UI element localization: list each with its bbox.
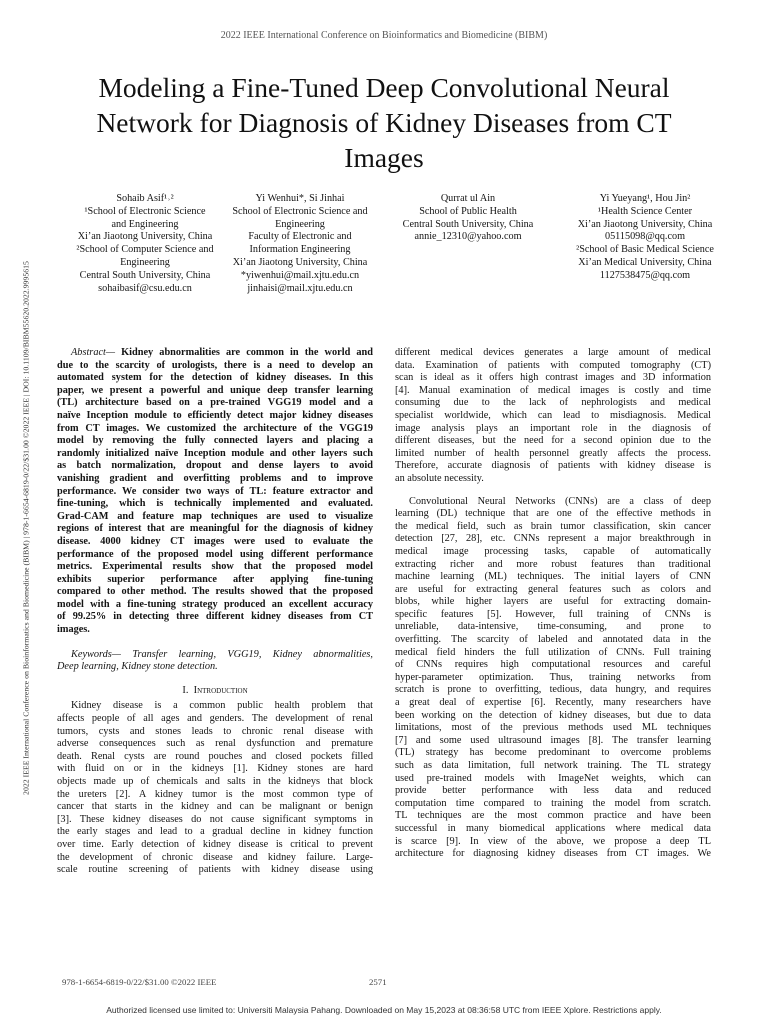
- body-line: provide better performance with less data and reduced: [395, 785, 711, 797]
- body-line: specialist worldwide, which can lead to misdiagnosis. Medical: [395, 409, 711, 421]
- keywords-line: Deep learning, Kidney stone detection.: [57, 661, 218, 673]
- author-line: Yi Yueyang¹, Hou Jin²: [599, 193, 691, 204]
- body-line: is scarce [9]. In view of the above, we propose a deep TL: [395, 835, 711, 847]
- author-block-1: [50, 193, 240, 295]
- author-line: School of Public Health: [419, 205, 517, 217]
- cnn-paragraph: [395, 496, 711, 861]
- body-line: Therefore, accurate diagnosis of patients with kidney disease is: [395, 460, 711, 472]
- left-column: [57, 347, 373, 877]
- intro-paragraph: [57, 700, 373, 876]
- body-line: hyper-parameter optimization. Thus, training networks from: [395, 671, 711, 683]
- author-block-4: [555, 193, 735, 283]
- doi-sidebar-text: 2022 IEEE International Conference on Bioinformatics and Biomedicine (BIBM) | 978-1-6654-6819-0/22/$31.00 ©2022 IEEE | DOI: 10.1109/BIBM55620.2022.9995615: [21, 260, 31, 795]
- abstract-text: Kidney abnormalities are common in the world and: [121, 347, 373, 358]
- author-line: Engineering: [275, 218, 325, 230]
- author-line: and Engineering: [111, 218, 179, 230]
- abstract-line: from CT images. We customized the architecture of the VGG19: [57, 422, 373, 434]
- paper-title: [50, 70, 718, 175]
- body-line: TL techniques are the most common practice and have been: [395, 810, 711, 822]
- author-line: Engineering: [120, 256, 170, 268]
- body-line: used pre-trained models with ImageNet weights, which can: [395, 772, 711, 784]
- body-line: are useful for extracting general features such as colors and: [395, 583, 711, 595]
- body-line: Convolutional Neural Networks (CNNs) are a class of deep: [409, 495, 711, 507]
- abstract-line: vanishing gradient and overfitting problems and to improve: [57, 472, 373, 484]
- title-line: Modeling a Fine-Tuned Deep Convolutional Neural: [98, 72, 670, 103]
- body-line: the medical field, such as brain tumor classification, skin cancer: [395, 520, 711, 532]
- author-block-3: [383, 193, 553, 244]
- abstract-line: performance of the proposed model using different performance: [57, 548, 373, 560]
- abstract-line: fine-tuning, which is technically implemented and evaluated.: [57, 498, 373, 510]
- body-line: overfitting. The scarcity of labeled and annotated data in the: [395, 634, 711, 646]
- author-line: Xi’an Jiaotong University, China: [77, 231, 213, 243]
- body-line: with fluid on or in the kidneys [1]. Kidney stones are hard: [57, 763, 373, 775]
- abstract-line: (TL) architecture based on a pre-trained VGG19 model and a: [57, 397, 373, 409]
- body-line: an absolute necessity.: [395, 472, 484, 484]
- body-line: successful in many biomedical applications where medical data: [395, 822, 711, 834]
- right-column: [395, 347, 711, 861]
- body-line: computation time compared to training the model from scratch.: [395, 797, 711, 809]
- author-line: Yi Wenhui*, Si Jinhai: [255, 193, 345, 204]
- body-line: (TL) strategy has become predominant to overcome problems: [395, 747, 711, 759]
- abstract-line: as batch normalization, dropout and dense layers to avoid: [57, 460, 373, 472]
- author-line: Information Engineering: [249, 244, 351, 256]
- abstract-line: metrics. Experimental results show that the proposed model: [57, 561, 373, 573]
- body-line: machine learning (ML) techniques. The initial layers of CNN: [395, 571, 711, 583]
- body-line: cancer that starts in the kidney and can be malignant or benign: [57, 801, 373, 813]
- body-line: the development of chronic disease and kidney failure. Large-: [57, 851, 373, 863]
- body-line: learning (DL) technique that are one of the effective methods in: [395, 508, 711, 520]
- abstract-line: automated system for the detection of kidney diseases. In this: [57, 372, 373, 384]
- body-line: data. Examination of patients with computed tomography (CT): [395, 359, 711, 371]
- body-line: consuming due to the lack of nephrologists and medical: [395, 397, 711, 409]
- author-line: Central South University, China: [79, 269, 211, 281]
- author-line: Xi’an Jiaotong University, China: [232, 256, 368, 268]
- keywords: [57, 649, 373, 674]
- author-line: School of Electronic Science and: [232, 205, 368, 217]
- author-line: Qurrat ul Ain: [440, 193, 496, 204]
- author-email: annie_12310@yahoo.com: [414, 231, 522, 243]
- body-line: objects made up of chemicals and salts in the kidneys that block: [57, 776, 373, 787]
- footer-isbn: 978-1-6654-6819-0/22/$31.00 ©2022 IEEE: [62, 977, 217, 987]
- title-line: Images: [344, 142, 424, 173]
- body-line: a great deal of expertise [6]. Recently, many researchers have: [395, 697, 711, 709]
- abstract-line: Grad-CAM and feature map techniques are used to visualize: [57, 510, 373, 522]
- author-line: ¹School of Electronic Science: [84, 205, 206, 217]
- body-line: been working on the detection of kidney diseases, but due to data: [395, 709, 711, 721]
- keywords-text: Transfer learning, VGG19, Kidney abnormalities,: [132, 648, 374, 660]
- author-line: Faculty of Electronic and: [248, 231, 352, 243]
- body-line: extracting richer and more robust features than traditional: [395, 558, 711, 570]
- body-line: the early stages and lead to a gradual decline in kidney function: [57, 826, 373, 838]
- author-email: *yiwenhui@mail.xjtu.edu.cn: [240, 269, 360, 281]
- abstract: [57, 347, 373, 637]
- abstract-line: randomly initialized naïve Inception module and other layers such: [57, 447, 373, 459]
- abstract-line: regions of interest that are meaningful for the diagnosis of kidney: [57, 523, 373, 535]
- author-line: Sohaib Asif¹˒²: [116, 193, 174, 204]
- body-line: medical field hinders the full utilization of CNNs. Full training: [395, 646, 711, 658]
- body-line: blobs, while higher layers are useful for extracting domain-: [395, 596, 711, 608]
- abstract-line: images.: [57, 624, 90, 636]
- keywords-line: [57, 649, 373, 662]
- body-line: the ureters [2]. A kidney tumor is the most common type of: [57, 788, 373, 800]
- author-email: 1127538475@qq.com: [599, 269, 691, 281]
- author-line: ¹Health Science Center: [597, 205, 693, 217]
- license-notice: Authorized licensed use limited to: Universiti Malaysia Pahang. Downloaded on May 15,2023 at 08:36:58 UTC from IEEE Xplore. Restrictions apply.: [106, 1005, 662, 1015]
- author-line: ²School of Computer Science and: [76, 244, 214, 256]
- author-email: jinhaisi@mail.xjtu.edu.cn: [247, 282, 353, 294]
- body-line: affects people of all ages and genders. The development of renal: [57, 713, 373, 725]
- body-line: image analysis plays an important role in the diagnosis of: [395, 422, 711, 434]
- body-line: death. Renal cysts are round pouches and closed pockets filled: [57, 750, 373, 762]
- body-line: limited number of health personnel greatly affects the process.: [395, 447, 711, 459]
- body-line: architecture for diagnosing kidney diseases from CT images. We: [395, 848, 711, 860]
- body-line: [4]. Manual examination of medical images is costly and time: [395, 384, 711, 396]
- abstract-line: exhibits superior performance after applying fine-tuning: [57, 573, 373, 585]
- body-line: Kidney disease is a common public health problem that: [71, 700, 373, 712]
- body-line: detection [27, 28], etc. CNNs represent a major breakthrough in: [395, 533, 711, 545]
- body-line: scan is ideal as it offers high contrast images and 3D information: [395, 372, 711, 384]
- body-line: medical image processing tasks, capable of automatically: [395, 545, 711, 557]
- body-line: of CNNs requires high computational resources and careful: [395, 659, 711, 671]
- author-line: ²School of Basic Medical Science: [576, 244, 714, 256]
- abstract-label: Abstract—: [71, 347, 116, 358]
- abstract-line: naïve Inception module to efficiently detect major kidney diseases: [57, 409, 373, 421]
- abstract-line: model with a fine-tuning strategy produced an excellent accuracy: [57, 598, 373, 610]
- conference-header: 2022 IEEE International Conference on Bioinformatics and Biomedicine (BIBM): [220, 30, 548, 41]
- body-line: adverse consequences such as renal dysfunction and premature: [57, 738, 373, 750]
- section-title: Introduction: [193, 684, 248, 696]
- body-line: over time. Early detection of kidney disease is critical to prevent: [57, 838, 373, 850]
- body-line: different diseases, but the need for a second opinion due to the: [395, 435, 711, 447]
- author-block-2: [215, 193, 385, 295]
- abstract-line: compared to other method. The results showed that the proposed: [57, 586, 373, 598]
- keywords-label: Keywords—: [71, 648, 121, 660]
- page-number: 2571: [369, 977, 387, 987]
- body-line: scale routine screening of patients with kidney disease using: [57, 864, 373, 876]
- abstract-line: disease. 4000 kidney CT images were used to evaluate the: [57, 535, 373, 547]
- author-line: Xi’an Jiaotong University, China: [577, 218, 713, 230]
- body-line: unreliable, data-intensive, time-consuming, and prone to: [395, 621, 711, 633]
- abstract-line: due to the scarcity of urologists, there is a need to develop an: [57, 359, 373, 371]
- body-line: such as data limitation, full network training. The TL strategy: [395, 760, 711, 771]
- body-line: scratch is prone to overfitting, tedious, data hungry, and requires: [395, 684, 711, 696]
- body-line: different medical devices generates a large amount of medical: [395, 347, 711, 358]
- author-email: 05115098@qq.com: [604, 231, 686, 243]
- abstract-line: performance. We consider two ways of TL: feature extractor and: [57, 485, 373, 497]
- body-line: specific features [5]. However, full training of CNNs is: [395, 608, 711, 620]
- author-line: Xi’an Medical University, China: [578, 256, 712, 268]
- abstract-line: [57, 347, 373, 360]
- doi-sidebar: [19, 160, 33, 895]
- abstract-line: model by removing the fully connected layers and placing a: [57, 435, 373, 447]
- section-heading: [57, 685, 373, 698]
- abstract-line: paper, we present a powerful and unique deep transfer learning: [57, 384, 373, 396]
- title-line: Network for Diagnosis of Kidney Diseases from CT: [96, 107, 672, 138]
- section-number: I.: [182, 684, 189, 696]
- body-line: [3]. These kidney diseases do not cause significant symptoms in: [57, 813, 373, 825]
- author-line: Central South University, China: [402, 218, 534, 230]
- paragraph-continued: [395, 347, 711, 486]
- body-line: tumors, cysts and stones leads to chronic renal disease with: [57, 725, 373, 737]
- author-email: sohaibasif@csu.edu.cn: [98, 282, 192, 294]
- abstract-line: of 99.25% in detecting three different kidney diseases from CT: [57, 611, 373, 623]
- body-line: [7] and some used ultrasound images [8]. The transfer learning: [395, 734, 711, 746]
- body-line: limitations, most of the previous methods used ML techniques: [395, 722, 711, 734]
